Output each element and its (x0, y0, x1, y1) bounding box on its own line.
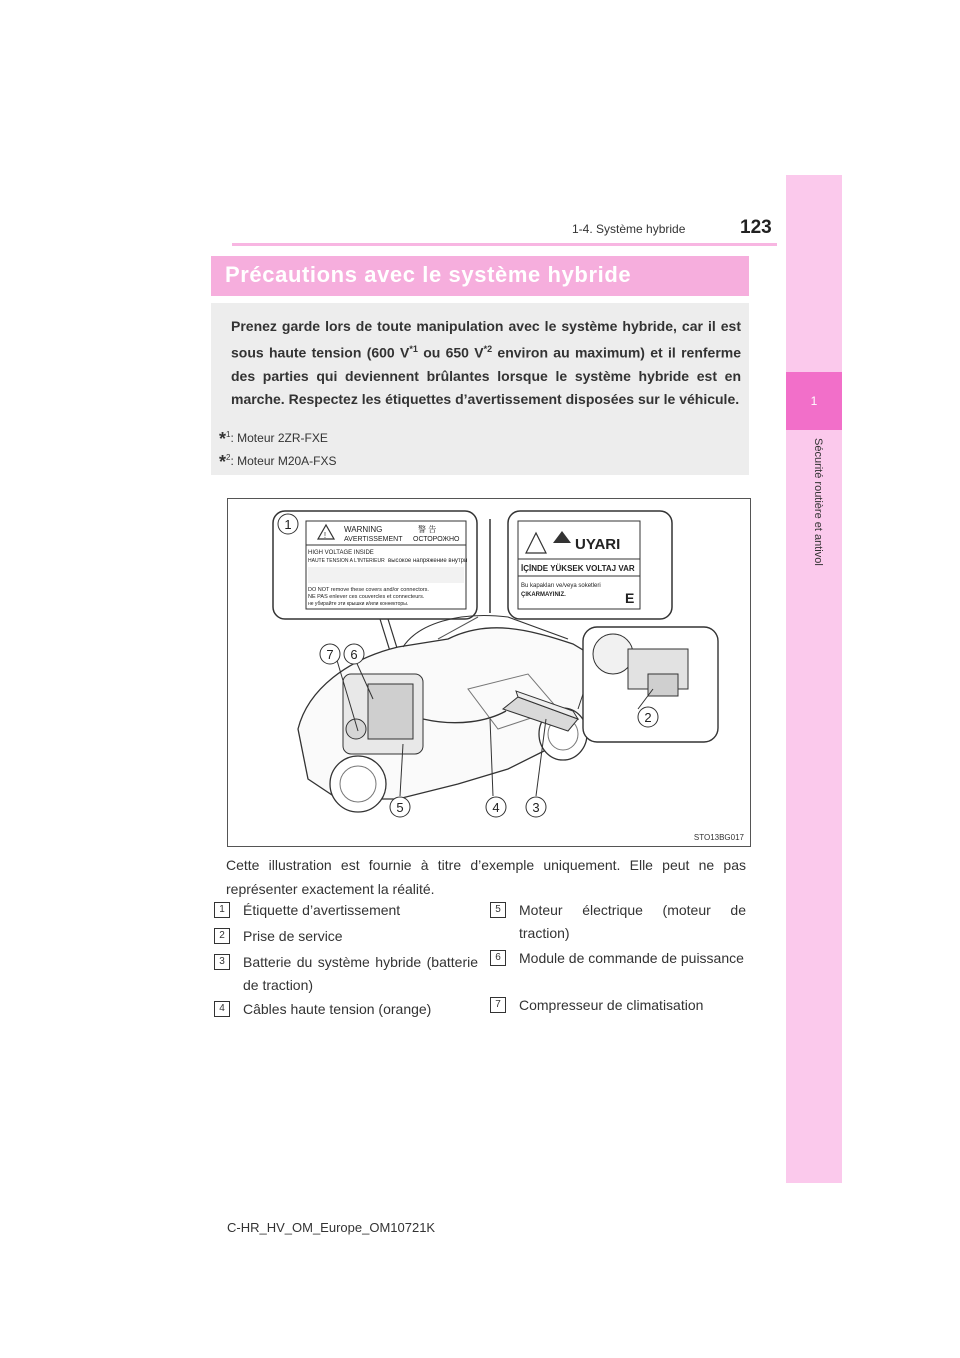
svg-text:ÇIKARMAYINIZ.: ÇIKARMAYINIZ. (521, 592, 566, 598)
callout-4 (486, 797, 506, 817)
figure-caption: Cette illustration est fournie à titre d’exemple uniquement. Elle peut ne pas représenter exactement la réalité. (226, 857, 746, 897)
callout-3 (526, 797, 546, 817)
header-divider (232, 243, 777, 246)
footnote-1: *$^1$: Moteur 2ZR-FXE (219, 429, 328, 449)
svg-text:6: 6 (350, 647, 358, 662)
footnote-ref-1: *1 (409, 344, 418, 354)
svg-text:7: 7 (326, 647, 334, 662)
side-tab-strip (786, 175, 842, 1183)
chapter-number-tab[interactable]: 1 (786, 372, 842, 430)
title-bar (211, 256, 749, 296)
svg-text:2: 2 (644, 710, 652, 725)
callout-1 (278, 514, 298, 534)
callout-5 (390, 797, 410, 817)
page-number: 123 (740, 217, 772, 238)
figure-code: STO13BG017 (693, 833, 744, 842)
svg-text:UYARI: UYARI (575, 536, 621, 553)
svg-text:警 告: 警 告 (418, 525, 437, 534)
svg-text:высокое напряжение внутри: высокое напряжение внутри (388, 558, 468, 564)
footnote-2: *$^2$: Moteur M20A-FXS (219, 452, 337, 472)
svg-text:4: 4 (492, 800, 500, 815)
svg-text:DO NOT remove these covers and: DO NOT remove these covers and/or connectors. (308, 587, 429, 593)
svg-text:İÇİNDE YÜKSEK VOLTAJ VAR: İÇİNDE YÜKSEK VOLTAJ VAR (521, 564, 635, 573)
svg-text:NE PAS enlever ces couvercles: NE PAS enlever ces couvercles et connecteurs. (308, 594, 425, 600)
callout-2 (638, 707, 658, 727)
svg-text:ОСТОРОЖНО: ОСТОРОЖНО (413, 536, 460, 543)
svg-text:Bu kapakları ve/veya soketleri: Bu kapakları ve/veya soketleri (521, 583, 601, 589)
hybrid-system-illustration (227, 498, 751, 847)
svg-text:AVERTISSEMENT: AVERTISSEMENT (344, 536, 403, 543)
svg-text:1: 1 (284, 517, 292, 532)
svg-text:!: ! (323, 531, 327, 540)
svg-text:3: 3 (532, 800, 540, 815)
document-id-footer: C-HR_HV_OM_Europe_OM10721K (227, 1220, 436, 1235)
svg-text:HAUTE TENSION A L'INTERIEUR: HAUTE TENSION A L'INTERIEUR (308, 558, 385, 564)
svg-text:E: E (625, 590, 635, 606)
intro-text: Prenez garde lors de toute manipulation avec le système hybride, car il est sous haute tension (600 $V^{*1}$ ou 650 $V^{*2}$ environ au maximum) et il renferme des parties qui deviennent brûlantes lorsque le système hybride est en marche. Respectez les étiquettes d’avertissement disposées sur le véhicule. (231, 318, 742, 407)
svg-text:5: 5 (396, 800, 404, 815)
chapter-label: Sécurité routière et antivol (812, 438, 824, 566)
section-heading: 1-4. Système hybride (572, 222, 686, 236)
callout-7 (320, 644, 340, 664)
callout-6 (344, 644, 364, 664)
intro-box (211, 303, 749, 475)
svg-text:не убирайте эти крышки и/или к: не убирайте эти крышки и/или коннекторы. (308, 601, 409, 607)
car-diagram (228, 499, 750, 846)
page-title: Précautions avec le système hybride (225, 262, 632, 287)
svg-text:WARNING: WARNING (344, 525, 383, 534)
svg-text:HIGH VOLTAGE INSIDE: HIGH VOLTAGE INSIDE (308, 550, 374, 556)
footnote-ref-2: *2 (483, 344, 493, 354)
